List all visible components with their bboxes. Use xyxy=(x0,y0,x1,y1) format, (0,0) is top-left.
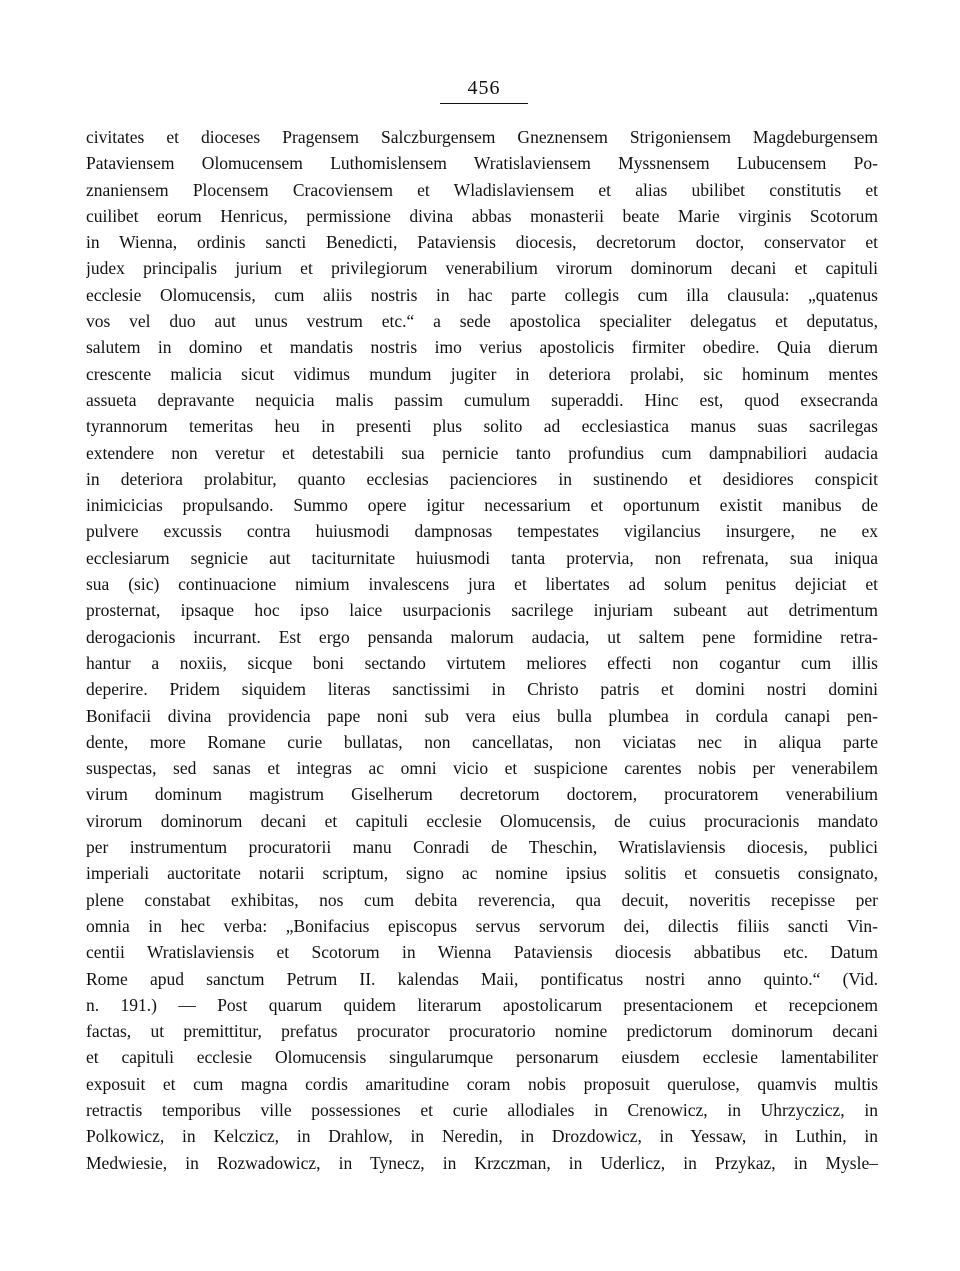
text-line: inimicicias propulsando. Summo opere igitur necessarium et oportunum existit manibus de xyxy=(86,495,878,516)
text-line: in Wienna, ordinis sancti Benedicti, Pataviensis diocesis, decretorum doctor, conservator et xyxy=(86,232,878,253)
text-line: centii Wratislaviensis et Scotorum in Wienna Pataviensis diocesis abbatibus etc. Datum xyxy=(86,942,878,963)
text-line: imperiali auctoritate notarii scriptum, signo ac nomine ipsius solitis et consuetis consignato, xyxy=(86,863,878,884)
text-line: sua (sic) continuacione nimium invalescens jura et libertates ad solum penitus dejiciat et xyxy=(86,574,878,595)
text-line: civitates et dioceses Pragensem Salczburgensem Gneznensem Strigoniensem Magdeburgensem xyxy=(86,127,878,147)
text-line: per instrumentum procuratorii manu Conradi de Theschin, Wratislaviensis diocesis, publici xyxy=(86,837,878,858)
text-line: Medwiesie, in Rozwadowicz, in Tynecz, in Krzczman, in Uderlicz, in Przykaz, in Mysle– xyxy=(86,1152,878,1173)
text-line: derogacionis incurrant. Est ergo pensanda malorum audacia, ut saltem pene formidine retra- xyxy=(86,626,878,647)
text-line: znaniensem Plocensem Cracoviensem et Wladislaviensem et alias ubilibet constitutis et xyxy=(86,179,878,200)
text-line: exposuit et cum magna cordis amaritudine coram nobis proposuit querulose, quamvis multis xyxy=(86,1073,878,1094)
text-line: salutem in domino et mandatis nostris imo verius apostolicis firmiter obedire. Quia dierum xyxy=(86,337,878,358)
text-line: omnia in hec verba: „Bonifacius episcopus servus servorum dei, dilectis filiis sancti Vin- xyxy=(86,915,878,936)
text-line: factas, ut premittitur, prefatus procurator procuratorio nomine predictorum dominorum decani xyxy=(86,1021,878,1042)
text-line: extendere non veretur et detestabili sua pernicie tanto profundius cum dampnabiliori audacia xyxy=(86,442,878,463)
text-line: Rome apud sanctum Petrum II. kalendas Maii, pontificatus nostri anno quinto.“ (Vid. xyxy=(86,968,878,989)
text-line: hantur a noxiis, sicque boni sectando virtutem meliores effecti non cogantur cum illis xyxy=(86,652,878,673)
text-line: judex principalis jurium et privilegiorum venerabilium virorum dominorum decani et capituli xyxy=(86,258,878,279)
text-line: cuilibet eorum Henricus, permissione divina abbas monasterii beate Marie virginis Scotorum xyxy=(86,205,878,226)
text-line: assueta depravante nequicia malis passim cumulum superaddi. Hinc est, quod exsecranda xyxy=(86,389,878,410)
text-line: retractis temporibus ville possessiones et curie allodiales in Crenowicz, in Uhrzyczicz, in xyxy=(86,1099,878,1120)
text-line: n. 191.) — Post quarum quidem literarum apostolicarum presentacionem et recepcionem xyxy=(86,994,878,1015)
text-line: Pataviensem Olomucensem Luthomislensem Wratislaviensem Myssnensem Lubucensem Po- xyxy=(86,153,878,174)
text-line: dente, more Romane curie bullatas, non cancellatas, non viciatas nec in aliqua parte xyxy=(86,731,878,752)
text-line: ecclesiarum segnicie aut taciturnitate huiusmodi tanta protervia, non refrenata, sua iniqua xyxy=(86,547,878,568)
text-line: virorum dominorum decani et capituli ecclesie Olomucensis, de cuius procuracionis mandato xyxy=(86,810,878,831)
text-line: et capituli ecclesie Olomucensis singularumque personarum eiusdem ecclesie lamentabiliter xyxy=(86,1047,878,1068)
text-line: tyrannorum temeritas heu in presenti plus solito ad ecclesiastica manus suas sacrilegas xyxy=(86,416,878,437)
text-line: suspectas, sed sanas et integras ac omni vicio et suspicione carentes nobis per venerabilem xyxy=(86,758,878,779)
text-line: Bonifacii divina providencia pape noni sub vera eius bulla plumbea in cordula canapi pen- xyxy=(86,705,878,726)
text-line: Polkowicz, in Kelczicz, in Drahlow, in Neredin, in Drozdowicz, in Yessaw, in Luthin, in xyxy=(86,1126,878,1147)
text-line: prosternat, ipsaque hoc ipso laice usurpacionis sacrilege injuriam subeant aut detrimentum xyxy=(86,600,878,621)
text-line: ecclesie Olomucensis, cum aliis nostris in hac parte collegis cum illa clausula: „quatenus xyxy=(86,284,878,305)
page-number-rule xyxy=(440,103,528,104)
text-line: virum dominum magistrum Giselherum decretorum doctorem, procuratorem venerabilium xyxy=(86,784,878,805)
page-number: 456 xyxy=(467,77,501,99)
text-line: vos vel duo aut unus vestrum etc.“ a sede apostolica specialiter delegatus et deputatus, xyxy=(86,311,878,332)
body-text xyxy=(86,124,878,1176)
text-line: in deteriora prolabitur, quanto ecclesias pacienciores in sustinendo et desidiores conspicit xyxy=(86,468,878,489)
text-line: deperire. Pridem siquidem literas sanctissimi in Christo patris et domini nostri domini xyxy=(86,679,878,700)
text-line: crescente malicia sicut vidimus mundum jugiter in deteriora prolabi, sic hominum mentes xyxy=(86,363,878,384)
text-line: plene constabat exhibitas, nos cum debita reverencia, qua decuit, noveritis recepisse per xyxy=(86,889,878,910)
text-line: pulvere excussis contra huiusmodi dampnosas tempestates vigilancius insurgere, ne ex xyxy=(86,521,878,542)
